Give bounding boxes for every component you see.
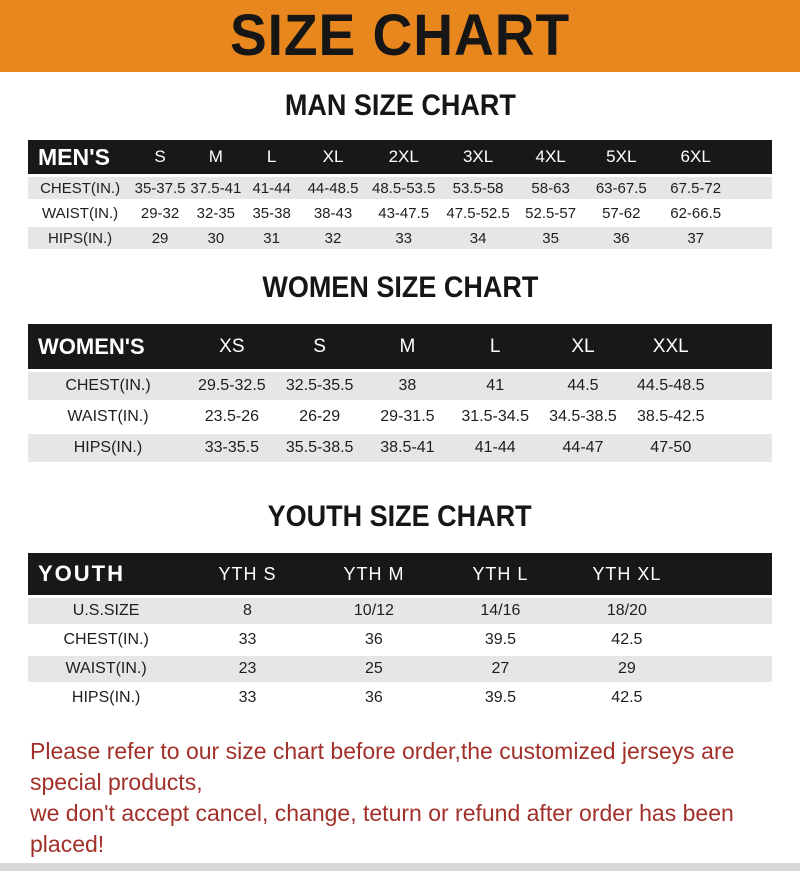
size-cell: 36: [311, 627, 437, 653]
table-row: [28, 434, 772, 462]
empty-cell: [690, 656, 772, 682]
size-column-header: S: [132, 140, 188, 174]
row-label: HIPS(IN.): [28, 685, 184, 711]
size-cell: 63-67.5: [586, 177, 657, 199]
size-cell: 8: [184, 598, 310, 624]
row-label: HIPS(IN.): [28, 227, 132, 249]
size-cell: 38.5-42.5: [627, 403, 715, 431]
size-cell: 18/20: [564, 598, 690, 624]
size-cell: 35.5-38.5: [276, 434, 364, 462]
size-cell: 32-35: [188, 202, 244, 224]
size-cell: 35-37.5: [132, 177, 188, 199]
empty-cell: [690, 627, 772, 653]
size-cell: 37.5-41: [188, 177, 244, 199]
size-column-header: 5XL: [586, 140, 657, 174]
size-cell: 34: [441, 227, 515, 249]
table-row: [28, 177, 772, 199]
row-label: WAIST(IN.): [28, 202, 132, 224]
women-section-heading: WOMEN SIZE CHART: [262, 271, 538, 304]
size-cell: 33: [184, 685, 310, 711]
disclaimer-line-2: we don't accept cancel, change, teturn or refund after order has been placed!: [30, 800, 734, 857]
men-size-table: [28, 137, 772, 252]
size-cell: 39.5: [437, 685, 563, 711]
row-label: WAIST(IN.): [28, 403, 188, 431]
banner-title: SIZE CHART: [229, 3, 571, 68]
size-column-header: 6XL: [657, 140, 735, 174]
empty-cell: [715, 403, 772, 431]
size-cell: 48.5-53.5: [367, 177, 441, 199]
size-cell: 27: [437, 656, 563, 682]
size-column-header: XL: [539, 324, 627, 369]
youth-section-heading: YOUTH SIZE CHART: [267, 500, 533, 533]
row-label: HIPS(IN.): [28, 434, 188, 462]
empty-cell: [735, 202, 772, 224]
size-cell: 62-66.5: [657, 202, 735, 224]
size-column-header: YTH M: [311, 553, 437, 595]
size-cell: 29: [132, 227, 188, 249]
row-label: U.S.SIZE: [28, 598, 184, 624]
size-cell: 43-47.5: [367, 202, 441, 224]
size-cell: 29-32: [132, 202, 188, 224]
size-column-header: XXL: [627, 324, 715, 369]
youth-size-table: [28, 550, 772, 714]
size-column-header: 4XL: [515, 140, 586, 174]
size-cell: 35: [515, 227, 586, 249]
size-cell: 33: [184, 627, 310, 653]
empty-cell: [735, 177, 772, 199]
table-header-row: [28, 553, 772, 595]
table-row: [28, 202, 772, 224]
size-cell: 52.5-57: [515, 202, 586, 224]
size-column-header: XS: [188, 324, 276, 369]
table-title-cell: YOUTH: [28, 553, 184, 595]
size-cell: 41: [451, 372, 539, 400]
size-cell: 57-62: [586, 202, 657, 224]
size-cell: 23.5-26: [188, 403, 276, 431]
size-cell: 38.5-41: [364, 434, 452, 462]
size-cell: 67.5-72: [657, 177, 735, 199]
table-row: [28, 656, 772, 682]
empty-cell: [715, 372, 772, 400]
bottom-edge-strip: [0, 863, 800, 871]
size-cell: 38-43: [300, 202, 367, 224]
size-column-header: L: [244, 140, 300, 174]
row-label: WAIST(IN.): [28, 656, 184, 682]
size-cell: 42.5: [564, 685, 690, 711]
size-column-header: 3XL: [441, 140, 515, 174]
table-header-row: [28, 140, 772, 174]
empty-cell: [690, 685, 772, 711]
empty-header-cell: [735, 140, 772, 174]
size-column-header: YTH L: [437, 553, 563, 595]
size-cell: 33-35.5: [188, 434, 276, 462]
empty-cell: [735, 227, 772, 249]
size-cell: 30: [188, 227, 244, 249]
size-column-header: YTH S: [184, 553, 310, 595]
row-label: CHEST(IN.): [28, 627, 184, 653]
size-cell: 44-47: [539, 434, 627, 462]
size-cell: 37: [657, 227, 735, 249]
size-cell: 32: [300, 227, 367, 249]
size-cell: 29.5-32.5: [188, 372, 276, 400]
size-cell: 47.5-52.5: [441, 202, 515, 224]
empty-header-cell: [715, 324, 772, 369]
size-cell: 39.5: [437, 627, 563, 653]
table-title-cell: MEN'S: [28, 140, 132, 174]
table-row: [28, 372, 772, 400]
disclaimer-note: [0, 736, 800, 860]
women-size-table: [28, 321, 772, 465]
size-cell: 32.5-35.5: [276, 372, 364, 400]
row-label: CHEST(IN.): [28, 177, 132, 199]
size-column-header: S: [276, 324, 364, 369]
size-cell: 41-44: [451, 434, 539, 462]
size-column-header: L: [451, 324, 539, 369]
size-cell: 29: [564, 656, 690, 682]
size-cell: 31: [244, 227, 300, 249]
size-cell: 38: [364, 372, 452, 400]
size-cell: 31.5-34.5: [451, 403, 539, 431]
empty-header-cell: [690, 553, 772, 595]
size-cell: 44-48.5: [300, 177, 367, 199]
empty-cell: [715, 434, 772, 462]
size-cell: 44.5-48.5: [627, 372, 715, 400]
empty-cell: [690, 598, 772, 624]
table-row: [28, 685, 772, 711]
row-label: CHEST(IN.): [28, 372, 188, 400]
size-cell: 36: [586, 227, 657, 249]
table-row: [28, 598, 772, 624]
size-cell: 35-38: [244, 202, 300, 224]
size-column-header: M: [188, 140, 244, 174]
size-cell: 10/12: [311, 598, 437, 624]
size-cell: 25: [311, 656, 437, 682]
disclaimer-line-1: Please refer to our size chart before order,the customized jerseys are special products,: [30, 738, 735, 795]
table-header-row: [28, 324, 772, 369]
size-cell: 33: [367, 227, 441, 249]
size-cell: 14/16: [437, 598, 563, 624]
size-cell: 23: [184, 656, 310, 682]
size-column-header: 2XL: [367, 140, 441, 174]
size-cell: 47-50: [627, 434, 715, 462]
men-section-heading: MAN SIZE CHART: [284, 89, 516, 122]
size-cell: 44.5: [539, 372, 627, 400]
size-cell: 41-44: [244, 177, 300, 199]
size-cell: 42.5: [564, 627, 690, 653]
size-chart-banner: [0, 0, 800, 72]
size-cell: 58-63: [515, 177, 586, 199]
size-cell: 29-31.5: [364, 403, 452, 431]
size-column-header: M: [364, 324, 452, 369]
size-column-header: XL: [300, 140, 367, 174]
size-cell: 53.5-58: [441, 177, 515, 199]
table-title-cell: WOMEN'S: [28, 324, 188, 369]
size-cell: 34.5-38.5: [539, 403, 627, 431]
table-row: [28, 403, 772, 431]
table-row: [28, 627, 772, 653]
table-row: [28, 227, 772, 249]
size-cell: 36: [311, 685, 437, 711]
size-cell: 26-29: [276, 403, 364, 431]
size-column-header: YTH XL: [564, 553, 690, 595]
